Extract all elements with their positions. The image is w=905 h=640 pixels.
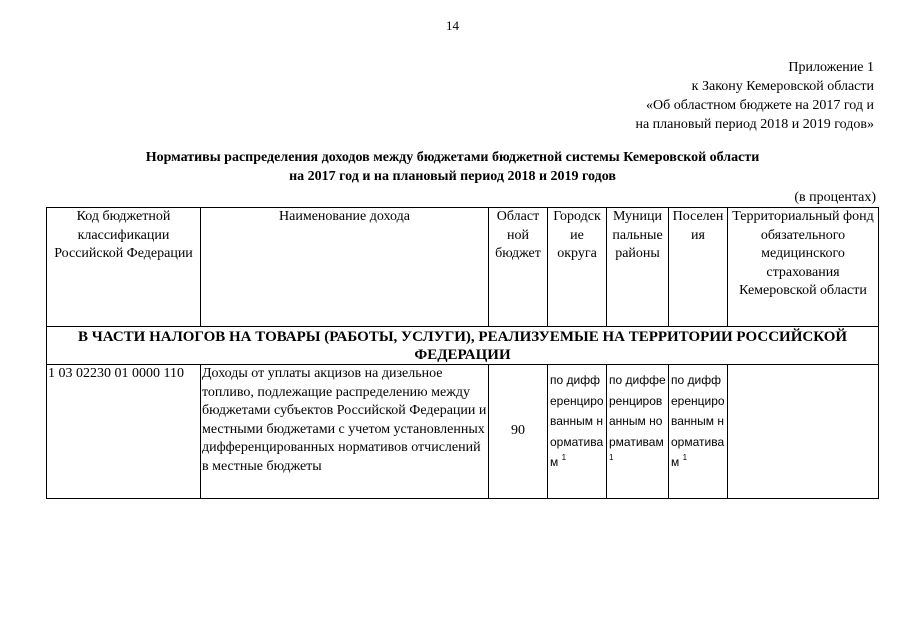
cell-name: Доходы от уплаты акцизов на дизельное топливо, подлежащие распределению между бюджетами субъектов Российской Федерации и местными бюджетами с учетом установленных дифференцированных нормативов отчислений в местные бюджеты xyxy=(201,365,489,499)
appendix-block xyxy=(635,58,874,134)
appendix-line: на плановый период 2018 и 2019 годов» xyxy=(635,117,874,132)
cell-municipal-text: по дифференцированным нормативам xyxy=(609,373,666,449)
document-title xyxy=(0,148,905,186)
header-code: Код бюджетной классификации Российской Федерации xyxy=(47,208,201,327)
revenue-distribution-table xyxy=(46,207,879,499)
title-line-2: на 2017 год и на плановый период 2018 и 2019 годов xyxy=(289,169,616,184)
cell-regional: 90 xyxy=(489,365,548,499)
cell-municipal xyxy=(607,365,669,499)
section-row xyxy=(47,327,879,365)
footnote-marker: 1 xyxy=(561,453,567,462)
cell-fund xyxy=(728,365,879,499)
header-settlements: Поселен ия xyxy=(669,208,728,327)
footnote-marker: 1 xyxy=(609,453,614,462)
header-name: Наименование дохода xyxy=(201,208,489,327)
unit-note: (в процентах) xyxy=(794,190,876,205)
section-title: В ЧАСТИ НАЛОГОВ НА ТОВАРЫ (РАБОТЫ, УСЛУГИ), РЕАЛИЗУЕМЫЕ НА ТЕРРИТОРИИ РОССИЙСКОЙ ФЕДЕРАЦИИ xyxy=(47,327,879,365)
appendix-line: «Об областном бюджете на 2017 год и xyxy=(646,98,874,113)
header-regional-budget: Област ной бюджет xyxy=(489,208,548,327)
table-header-row xyxy=(47,208,879,327)
appendix-line: к Закону Кемеровской области xyxy=(691,79,874,94)
appendix-line: Приложение 1 xyxy=(788,60,874,75)
page-number: 14 xyxy=(446,18,459,33)
title-line-1: Нормативы распределения доходов между бюджетами бюджетной системы Кемеровской области xyxy=(145,150,760,165)
cell-urban xyxy=(548,365,607,499)
header-health-fund: Территориальный фонд обязательного медицинского страхования Кемеровской области xyxy=(728,208,879,327)
cell-code: 1 03 02230 01 0000 110 xyxy=(47,365,201,499)
cell-settlements-text: по дифференцированным нормативам xyxy=(671,373,725,469)
cell-settlements xyxy=(669,365,728,499)
cell-urban-text: по дифференцированным нормативам xyxy=(550,373,604,469)
table-row xyxy=(47,365,879,499)
footnote-marker: 1 xyxy=(682,453,688,462)
header-urban-districts: Городск ие округа xyxy=(548,208,607,327)
header-municipal-districts: Муници пальные районы xyxy=(607,208,669,327)
